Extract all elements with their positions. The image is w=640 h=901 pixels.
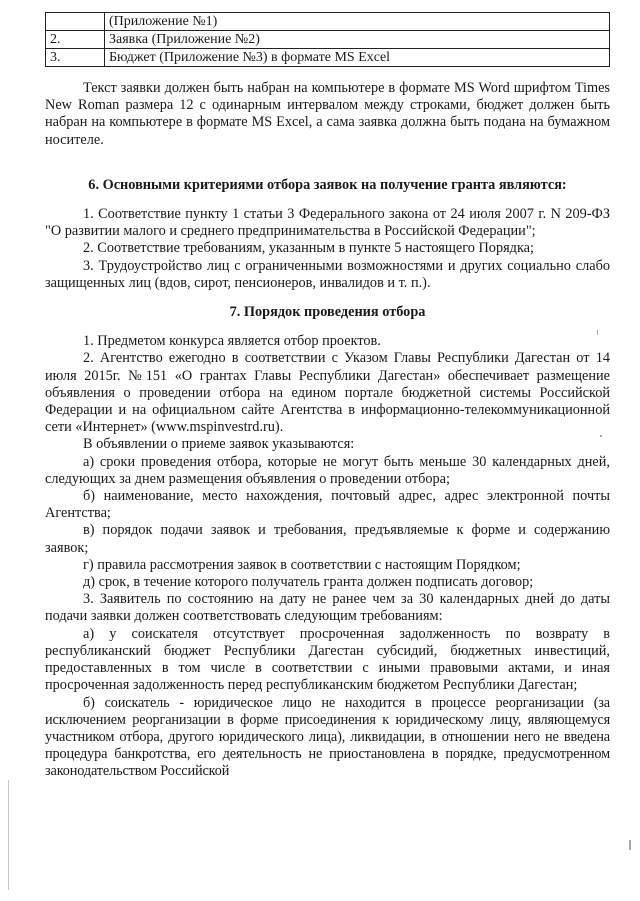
section-6-item: 3. Трудоустройство лиц с ограниченными возможностями и других социально слабо защищенных лиц (вдов, сирот, пенсионеров, инвалидов и т. п.).	[45, 257, 610, 291]
section-6-heading: 6. Основными критериями отбора заявок на получение гранта являются:	[88, 176, 567, 193]
scan-artifact	[600, 435, 602, 437]
scan-artifact	[597, 330, 598, 335]
section-7-paragraph: в) порядок подачи заявок и требования, предъявляемые к форме и содержанию заявок;	[45, 522, 610, 556]
row-number: 3.	[46, 49, 105, 67]
row-number	[46, 13, 105, 31]
row-text: Заявка (Приложение №2)	[105, 31, 610, 49]
section-7-paragraph: а) сроки проведения отбора, которые не могут быть меньше 30 календарных дней, следующих за днем размещения объявления о проведении отбора;	[45, 453, 610, 487]
section-7-paragraph: б) наименование, место нахождения, почтовый адрес, адрес электронной почты Агентства;	[45, 488, 610, 522]
table-row	[46, 31, 610, 49]
scan-artifact	[629, 840, 631, 850]
section-7-paragraph: д) срок, в течение которого получатель гранта должен подписать договор;	[83, 574, 534, 591]
attachments-table	[45, 12, 610, 67]
section-7-paragraph: 3. Заявитель по состоянию на дату не ранее чем за 30 календарных дней до даты подачи заявки должен соответствовать следующим требованиям:	[45, 591, 610, 625]
section-7-paragraph: а) у соискателя отсутствует просроченная задолженность по возврату в республиканский бюджет Республики Дагестан субсидий, бюджетных инвестиций, предоставленных в том числе в соответствии с иными правовыми актами, и иная просроченная задолженность перед республиканским бюджетом Республики Дагестан;	[45, 625, 610, 694]
row-number: 2.	[46, 31, 105, 49]
intro-paragraph: Текст заявки должен быть набран на компьютере в формате MS Word шрифтом Times New Roman размера 12 с одинарным интервалом между строками, бюджет должен быть набран на компьютере в формате MS Excel, а сама заявка должна быть подана на бумажном носителе.	[45, 80, 610, 148]
section-7-paragraph: 2. Агентство ежегодно в соответствии с Указом Главы Республики Дагестан от 14 июля 2015г. №151 «О грантах Главы Республики Дагестан» обеспечивает размещение объявления о проведении отбора на едином портале бюджетной системы Российской Федерации и на официальном сайте Агентства в информационно-телекоммуникационной сети «Интернет» (www.mspinvestrd.ru).	[45, 350, 610, 436]
section-7-heading: 7. Порядок проведения отбора	[229, 304, 426, 321]
section-7-paragraph: г) правила рассмотрения заявок в соответствии с настоящим Порядком;	[83, 556, 521, 573]
table-row	[46, 13, 610, 31]
section-7-paragraph: В объявлении о приеме заявок указываются:	[83, 436, 355, 453]
section-7-paragraph: 1. Предметом конкурса является отбор проектов.	[83, 333, 381, 350]
scan-artifact	[8, 780, 9, 890]
row-text: Бюджет (Приложение №3) в формате MS Excel	[105, 49, 610, 67]
section-6-item: 2. Соответствие требованиям, указанным в пункте 5 настоящего Порядка;	[83, 240, 534, 257]
document-body	[45, 80, 610, 781]
section-6-item: 1. Соответствие пункту 1 статьи 3 Федерального закона от 24 июля 2007 г. N 209-ФЗ "О развитии малого и среднего предпринимательства в Российской Федерации";	[45, 206, 610, 240]
row-text: (Приложение №1)	[105, 13, 610, 31]
section-7-paragraph: б) соискатель - юридическое лицо не находится в процессе реорганизации (за исключением реорганизации в форме присоединения к юридическому лицу, являющемуся участником отбора, другого юридического лица), ликвидации, в отношении него не введена процедура банкротства, его деятельность не приостановлена в порядке, предусмотренном законодательством Российской	[45, 694, 610, 780]
table-row	[46, 49, 610, 67]
